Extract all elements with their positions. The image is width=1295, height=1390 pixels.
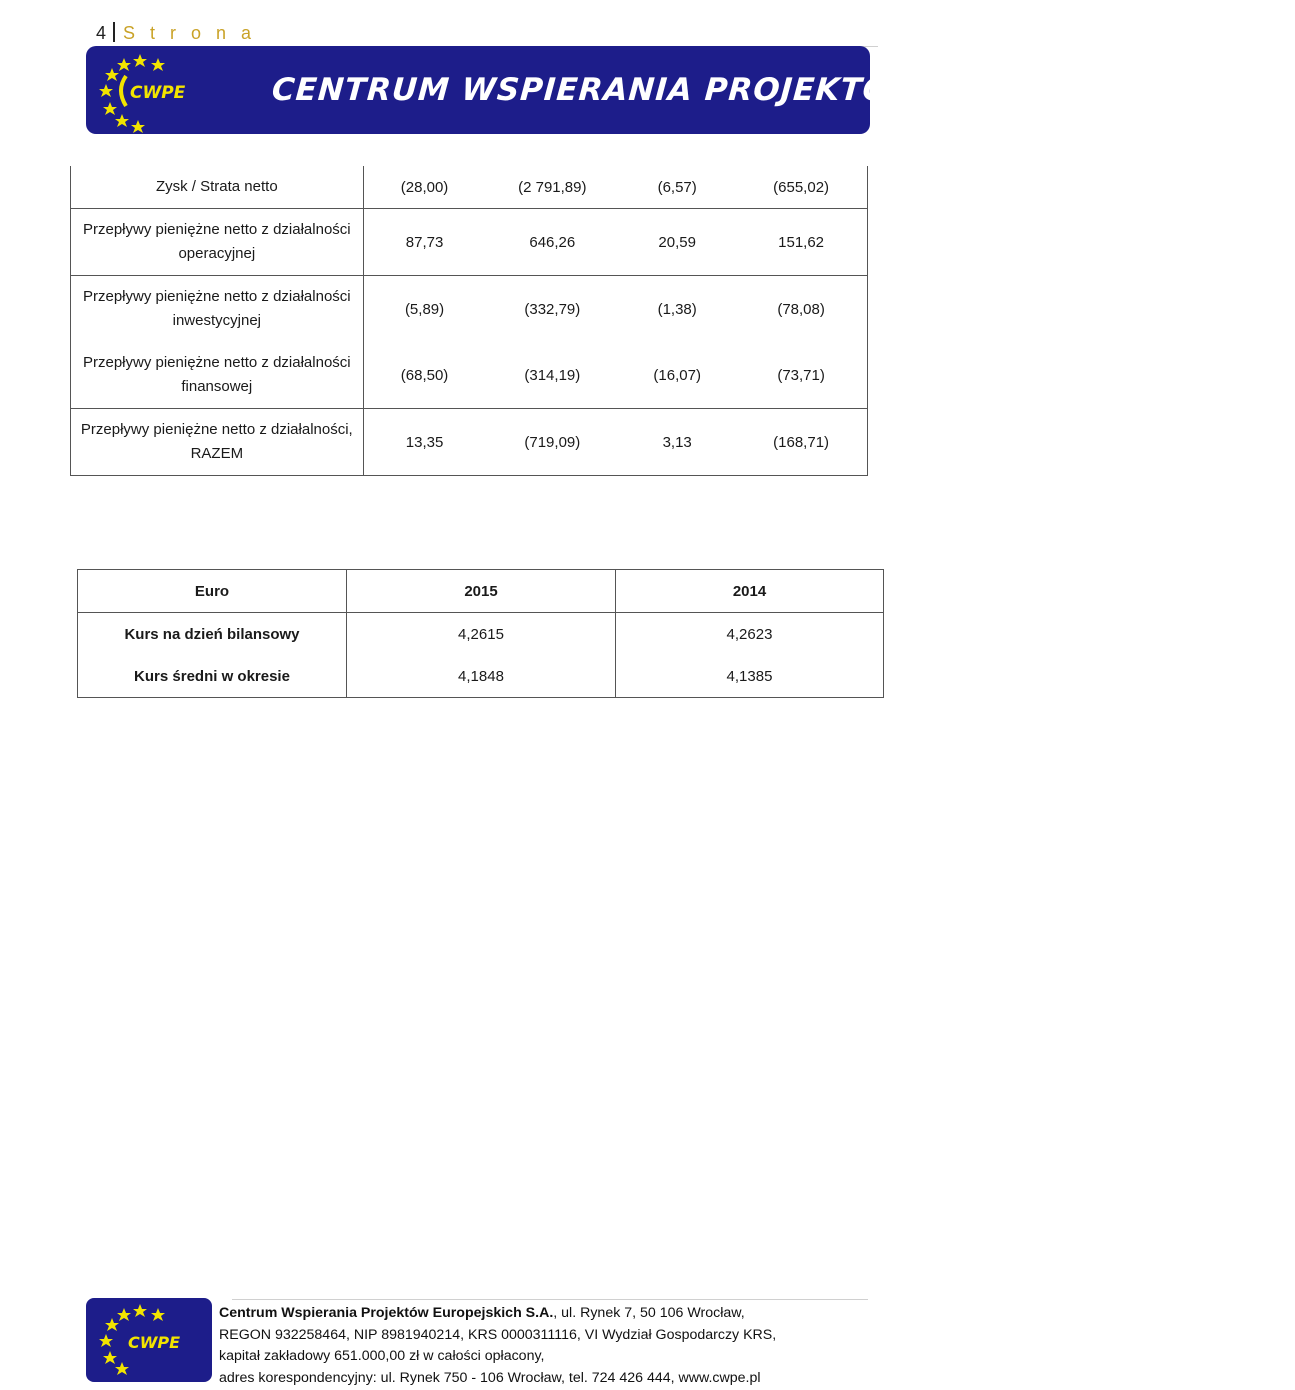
column-header: Euro — [78, 570, 347, 613]
table-row — [78, 655, 884, 698]
cell-value: (73,71) — [735, 342, 867, 409]
cell-value: (68,50) — [400, 366, 449, 384]
cell-value: (28,00) — [363, 166, 485, 209]
row-label: Przepływy pieniężne netto z działalności operacyjnej — [71, 209, 364, 276]
row-label: Kurs na dzień bilansowy — [78, 613, 347, 656]
cell-value: 646,26 — [485, 209, 619, 276]
cell-value: (168,71) — [735, 409, 867, 476]
cell-value: 151,62 — [735, 209, 867, 276]
cell-value: (314,19) — [524, 366, 581, 384]
cell-value: (655,02) — [735, 166, 867, 209]
page-number: 4 — [96, 23, 108, 43]
cell-value: (5,89) — [404, 300, 445, 318]
cell-value: (719,09) — [485, 409, 619, 476]
page-word: S t r o n a — [123, 23, 257, 43]
footer-line-2: REGON 932258464, NIP 8981940214, KRS 0000311116, VI Wydział Gospodarczy KRS, — [219, 1326, 777, 1343]
svg-text:CWPE: CWPE — [128, 1333, 181, 1352]
cell-value: (2 791,89) — [485, 166, 619, 209]
cwpe-logo-icon — [86, 1298, 212, 1382]
row-label: Kurs średni w okresie — [78, 655, 347, 698]
table-row — [78, 613, 884, 656]
cell-value: 4,2615 — [347, 613, 616, 656]
cell-value: 4,2623 — [616, 613, 884, 656]
cell-value: (6,57) — [619, 166, 735, 209]
table-row — [71, 342, 868, 409]
row-label: Przepływy pieniężne netto z działalności inwestycyjnej — [71, 276, 364, 343]
footer-company-info — [219, 1303, 776, 1389]
company-address: , ul. Rynek 7, 50 106 Wrocław, — [553, 1305, 745, 1321]
column-header: 2015 — [347, 570, 616, 613]
row-label: Zysk / Strata netto — [71, 166, 364, 209]
cell-value: (78,08) — [735, 276, 867, 343]
footer-rule — [232, 1299, 868, 1300]
footer-logo — [86, 1298, 212, 1382]
exchange-rates-table — [77, 569, 884, 698]
table-header-row — [78, 570, 884, 613]
svg-text:CWPE: CWPE — [130, 83, 186, 103]
cell-value: (332,79) — [524, 300, 581, 318]
company-banner — [86, 46, 1295, 134]
row-label: Przepływy pieniężne netto z działalności, RAZEM — [71, 409, 364, 476]
table-row — [71, 209, 868, 276]
column-header: 2014 — [616, 570, 884, 613]
table-row — [71, 276, 868, 343]
company-name: Centrum Wspierania Projektów Europejskich S.A. — [219, 1305, 554, 1321]
cell-value: 13,35 — [363, 409, 485, 476]
row-label: Przepływy pieniężne netto z działalności finansowej — [71, 342, 364, 409]
financial-results-table — [70, 166, 868, 476]
footer-line-3: kapitał zakładowy 651.000,00 zł w całości opłacony, — [219, 1348, 545, 1364]
footer-line-1 — [219, 1303, 776, 1325]
cell-value: 4,1385 — [616, 655, 884, 698]
cell-value: 4,1848 — [347, 655, 616, 698]
cell-value: 20,59 — [619, 209, 735, 276]
cwpe-logo-icon — [86, 46, 214, 134]
table-row — [71, 166, 868, 209]
table-row — [71, 409, 868, 476]
cell-value: (1,38) — [657, 300, 697, 318]
page-number-header — [96, 22, 256, 44]
cell-value: 87,73 — [363, 209, 485, 276]
header-divider — [113, 22, 115, 42]
cell-value: (16,07) — [653, 366, 701, 384]
footer-line-4: adres korespondencyjny: ul. Rynek 750 - 106 Wrocław, tel. 724 426 444, www.cwpe.pl — [219, 1369, 761, 1386]
cell-value: 3,13 — [619, 409, 735, 476]
brand-name: CENTRUM WSPIERANIA PROJEKTÓW EUROPEJSKICH S.A. — [270, 72, 1295, 108]
